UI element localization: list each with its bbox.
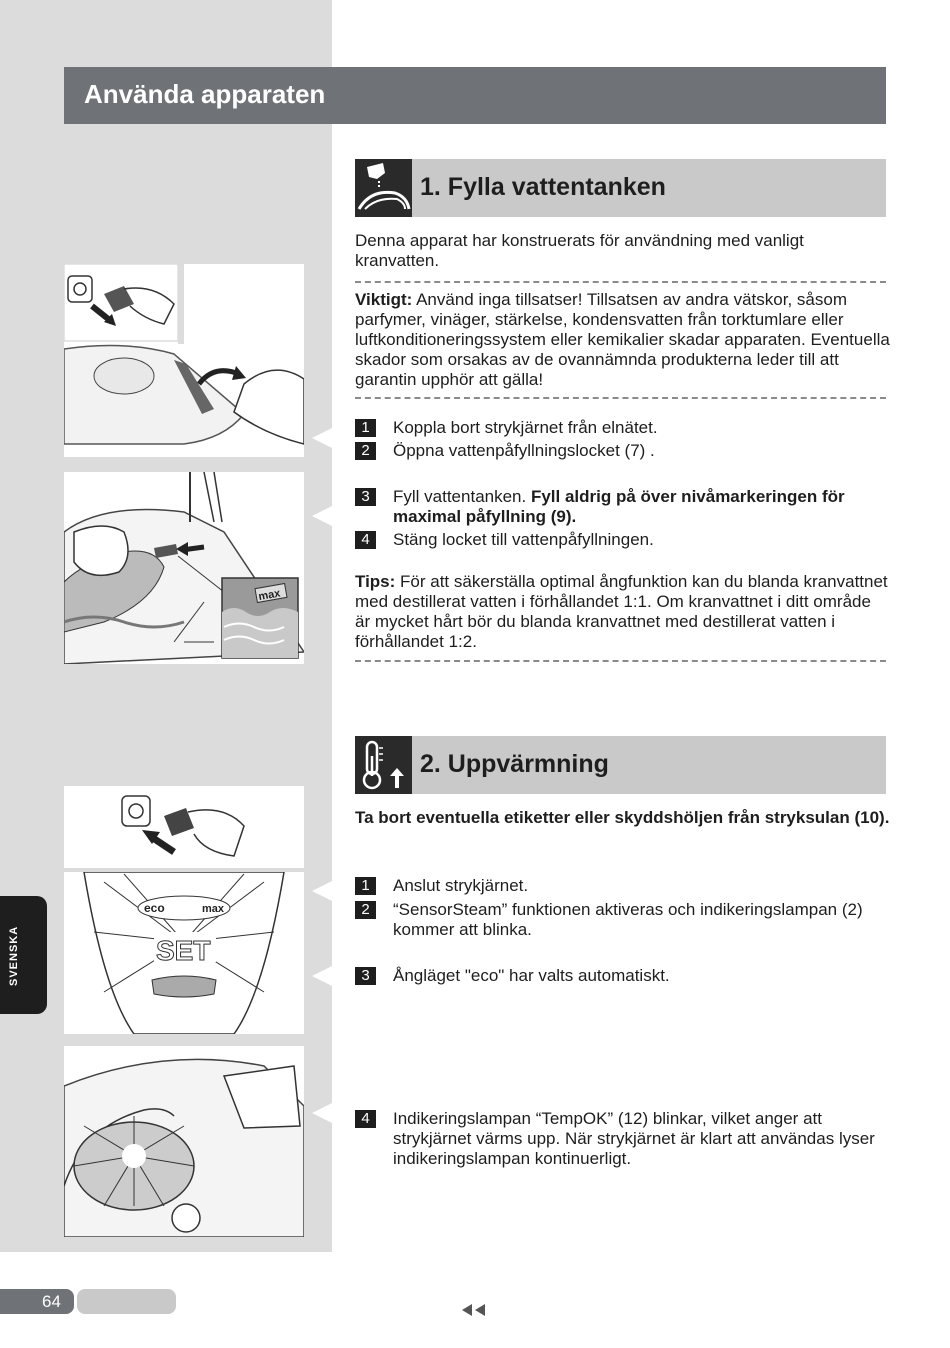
section-header-fill-tank [355, 159, 886, 217]
pointer-arrow [312, 428, 332, 448]
previous-page-icon[interactable] [460, 1302, 488, 1323]
step-number: 2 [355, 901, 376, 919]
pointer-arrow [312, 966, 332, 986]
step-text: Koppla bort strykjärnet från elnätet. [393, 418, 658, 437]
step-number: 1 [355, 877, 376, 895]
page-number: 64 [42, 1292, 61, 1311]
water-fill-icon [355, 159, 412, 217]
important-text: Använd inga tillsatser! Tillsatsen av andra vätskor, såsom parfymer, vinäger, stärkelse, kondensvatten från torktumlare eller luftkonditioneringssystem eller kemikalier skadar apparaten. Eventuella skador som orsakas av de ovannämnda produkterna leder till att garantin upphör att gälla! [355, 290, 890, 389]
page-banner [64, 67, 886, 124]
unplug-open-lid-illustration [64, 264, 304, 457]
set-label: SET [156, 935, 211, 966]
step-number: 3 [355, 967, 376, 985]
step-number: 4 [355, 531, 376, 549]
step-number: 1 [355, 419, 376, 437]
temp-indicator-illustration [64, 1046, 304, 1237]
language-tab-label: SVENSKA [8, 925, 20, 986]
eco-label: eco [144, 901, 165, 915]
section-header-heating [355, 736, 886, 794]
divider [355, 397, 886, 399]
heating-intro: Ta bort eventuella etiketter eller skyddshöljen från stryksulan (10). [355, 808, 890, 827]
page-title: Använda apparaten [84, 79, 326, 109]
language-tab [0, 896, 47, 1014]
max-marking-label: max [257, 587, 282, 604]
step-text [393, 487, 893, 527]
page-bar-fill [77, 1289, 176, 1314]
page-number-box [0, 1289, 74, 1314]
divider [355, 281, 886, 283]
pointer-arrow [312, 881, 332, 901]
control-panel-illustration [64, 872, 304, 1034]
step-text: Stäng locket till vattenpåfyllningen. [393, 530, 654, 549]
tips-note [355, 572, 890, 652]
step-text: Anslut strykjärnet. [393, 876, 529, 895]
intro-text: Denna apparat har konstruerats för användning med vanligt kranvatten. [355, 231, 804, 270]
step-number: 2 [355, 442, 376, 460]
tips-text: För att säkerställa optimal ångfunktion kan du blanda kranvattnet med destillerat vatten i förhållandet 1:1. Om kranvattnet i ditt område är mycket hårt bör du blanda kranvattnet med destillerat vatten i förhållandet 1:2. [355, 572, 888, 651]
step-text: Indikeringslampan “TempOK” (12) blinkar, vilket anger att strykjärnet värms upp. När strykjärnet är klart att användas lyser indikeringslampan kontinuerligt. [393, 1109, 875, 1168]
section-title: 2. Uppvärmning [420, 750, 609, 778]
divider [355, 660, 886, 662]
step-number: 3 [355, 488, 376, 506]
important-note [355, 290, 890, 390]
page-number-bar [0, 1289, 176, 1314]
important-label: Viktigt: [355, 290, 413, 309]
step-number: 4 [355, 1110, 376, 1128]
thermometer-icon [355, 736, 412, 794]
step-text-bold: Fyll aldrig på över nivåmarkeringen för maximal påfyllning (9). [393, 487, 845, 526]
plug-in-illustration [64, 786, 304, 868]
step-text-plain: Fyll vattentanken. [393, 487, 531, 506]
pointer-arrow [312, 506, 332, 526]
pointer-arrow [312, 1103, 332, 1123]
section-title: 1. Fylla vattentanken [420, 173, 666, 201]
tips-label: Tips: [355, 572, 396, 591]
step-text: Öppna vattenpåfyllningslocket (7) . [393, 441, 655, 460]
step-text: “SensorSteam” funktionen aktiveras och indikeringslampan (2) kommer att blinka. [393, 900, 863, 939]
max-label: max [202, 903, 225, 915]
fill-tank-illustration [64, 472, 304, 664]
step-text: Ångläget "eco" har valts automatiskt. [393, 966, 670, 985]
